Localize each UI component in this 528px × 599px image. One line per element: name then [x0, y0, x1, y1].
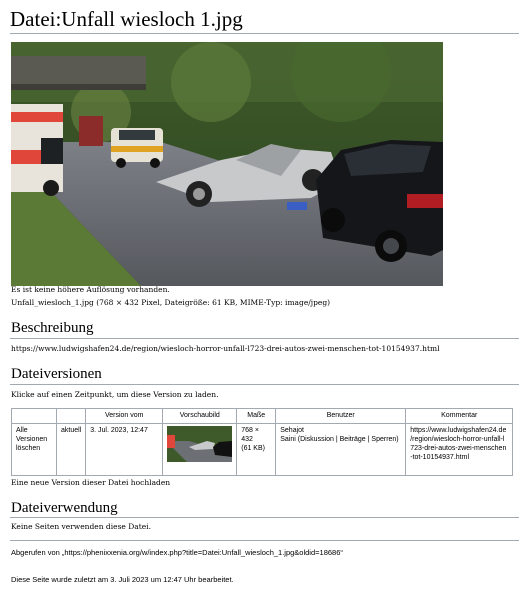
versions-divider — [10, 384, 519, 385]
column-header — [57, 409, 86, 424]
file-image[interactable] — [11, 42, 443, 286]
retrieved-from[interactable]: Abgerufen von „https://phenixxenia.org/w/index.php?title=Datei:Unfall_wiesloch_1.jpg&oldid=18686“ — [11, 548, 343, 557]
title-divider — [10, 33, 519, 34]
version-user-links[interactable]: Saini (Diskussion | Beiträge | Sperren) — [280, 436, 399, 443]
version-date-link[interactable]: 3. Jul. 2023, 12:47 — [86, 424, 163, 476]
description-heading: Beschreibung — [11, 320, 94, 336]
file-history-table — [11, 408, 513, 476]
usage-text: Keine Seiten verwenden diese Datei. — [11, 522, 151, 531]
file-details: Unfall_wiesloch_1.jpg (768 × 432 Pixel, Dateigröße: 61 KB, MIME-Typ: image/jpeg) — [11, 298, 331, 307]
version-user-cell — [276, 424, 406, 476]
no-higher-resolution-note: Es ist keine höhere Auflösung vorhanden. — [11, 285, 170, 294]
page-title: Datei:Unfall wiesloch 1.jpg — [10, 7, 243, 31]
column-header: Maße — [237, 409, 276, 424]
version-size: (61 KB) — [241, 445, 265, 452]
table-header-row — [12, 409, 513, 424]
column-header: Benutzer — [276, 409, 406, 424]
table-row — [12, 424, 513, 476]
usage-heading: Dateiverwendung — [11, 500, 118, 516]
versions-heading: Dateiversionen — [11, 366, 102, 382]
upload-new-version-link[interactable]: Eine neue Version dieser Datei hochladen — [11, 478, 171, 487]
versions-hint: Klicke auf einen Zeitpunkt, um diese Version zu laden. — [11, 390, 219, 399]
usage-divider — [10, 517, 519, 518]
version-status: aktuell — [57, 424, 86, 476]
column-header — [12, 409, 57, 424]
version-user-link[interactable]: Sehajot — [280, 427, 304, 434]
column-header: Vorschaubild — [163, 409, 237, 424]
accident-photo — [11, 42, 443, 286]
version-thumbnail — [167, 426, 232, 462]
last-edited-note: Diese Seite wurde zuletzt am 3. Juli 2023 um 12:47 Uhr bearbeitet. — [11, 575, 234, 584]
footer-divider — [10, 540, 519, 541]
delete-all-versions-link[interactable]: Alle Versionen löschen — [12, 424, 57, 476]
version-comment: https://www.ludwigshafen24.de /region/wiesloch-horror-unfall-l723-drei-autos-zwei-menschen-tot-10154937.html — [406, 424, 513, 476]
version-dimensions: 768 × 432 — [241, 427, 259, 443]
column-header: Kommentar — [406, 409, 513, 424]
description-divider — [10, 338, 519, 339]
column-header: Version vom — [86, 409, 163, 424]
version-thumbnail-cell[interactable] — [163, 424, 237, 476]
version-dimensions-cell — [237, 424, 276, 476]
description-text: https://www.ludwigshafen24.de/region/wiesloch-horror-unfall-l723-drei-autos-zwei-menschen-tot-10154937.html — [11, 344, 440, 353]
